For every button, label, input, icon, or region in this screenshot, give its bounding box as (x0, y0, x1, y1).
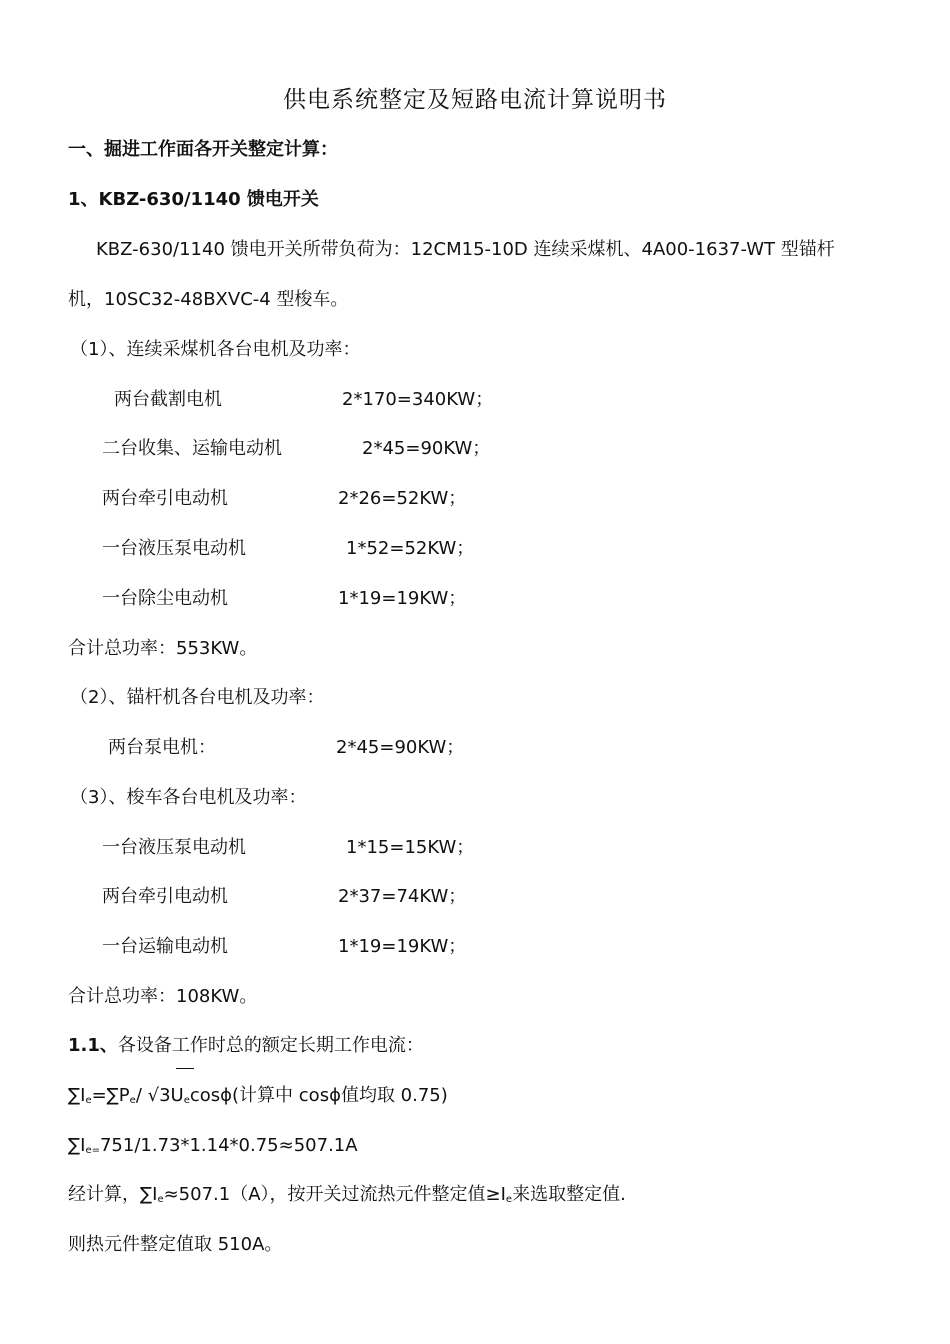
subsection-number: 1.1、 (68, 1035, 118, 1056)
motor-power: 2*170=340KW； (342, 389, 494, 410)
motor-power: 1*52=52KW； (346, 538, 475, 559)
motor-power: 1*15=15KW； (346, 837, 475, 858)
motor-name: 一台运输电动机 (102, 936, 228, 957)
formula-part: ∑I (68, 1085, 86, 1106)
conclusion-part: ≈507.1（A），按开关过流热元件整定值≥I (163, 1184, 506, 1205)
formula-part: =∑P (91, 1085, 130, 1106)
conclusion-line (68, 1183, 626, 1212)
final-setting: 则热元件整定值取 510A。 (68, 1234, 283, 1255)
current-calculation (68, 1134, 358, 1163)
motor-name: 两台牵引电动机 (102, 886, 228, 907)
group2-heading: （2）、锚杆机各台电机及功率： (70, 687, 325, 708)
conclusion-part: 经计算，∑I (68, 1184, 158, 1205)
intro-line-2: 机，10SC32-48BXVC-4 型梭车。 (68, 289, 349, 310)
motor-name: 二台收集、运输电动机 (102, 438, 282, 459)
motor-power: 2*45=90KW； (336, 737, 465, 758)
group3-heading: （3）、梭车各台电机及功率： (70, 787, 307, 808)
motor-power: 2*37=74KW； (338, 886, 467, 907)
formula-overbar (176, 1068, 194, 1069)
formula-part: ∑I (68, 1135, 86, 1156)
formula-subscript: e (157, 1194, 164, 1205)
motor-power: 2*45=90KW； (362, 438, 491, 459)
motor-name: 一台除尘电动机 (102, 588, 228, 609)
formula-subscript: e (505, 1194, 513, 1205)
formula-subscript: e (183, 1095, 190, 1106)
formula-part: 751/1.73*1.14*0.75≈507.1A (99, 1135, 358, 1156)
formula-part: / √3U (135, 1085, 184, 1106)
subsection-text: 各设备工作时总的额定长期工作电流： (117, 1035, 424, 1056)
formula-subscript: e= (85, 1145, 100, 1156)
motor-name: 两台泵电机： (108, 737, 216, 758)
item-heading: 1、KBZ-630/1140 馈电开关 (68, 189, 319, 210)
motor-name: 两台牵引电动机 (102, 488, 228, 509)
motor-name: 一台液压泵电动机 (102, 837, 246, 858)
group1-heading: （1）、连续采煤机各台电机及功率： (70, 339, 361, 360)
intro-line-1: KBZ-630/1140 馈电开关所带负荷为：12CM15-10D 连续采煤机、4A00-1637-WT 型锚杆 (96, 239, 835, 260)
group3-total: 合计总功率：108KW。 (68, 986, 258, 1007)
motor-name: 一台液压泵电动机 (102, 538, 246, 559)
formula-part: cosϕ(计算中 cosϕ值均取 0.75) (189, 1085, 448, 1106)
motor-power: 1*19=19KW； (338, 936, 467, 957)
conclusion-part: 来选取整定值. (512, 1184, 626, 1205)
document-title: 供电系统整定及短路电流计算说明书 (283, 87, 667, 113)
section-heading: 一、掘进工作面各开关整定计算： (68, 139, 338, 160)
motor-power: 1*19=19KW； (338, 588, 467, 609)
subsection-heading (68, 1034, 424, 1058)
motor-power: 2*26=52KW； (338, 488, 467, 509)
motor-name: 两台截割电机 (114, 389, 222, 410)
formula-subscript: e (85, 1095, 92, 1106)
group1-total: 合计总功率：553KW。 (68, 638, 258, 659)
current-formula (68, 1084, 448, 1113)
formula-subscript: e (129, 1095, 136, 1106)
